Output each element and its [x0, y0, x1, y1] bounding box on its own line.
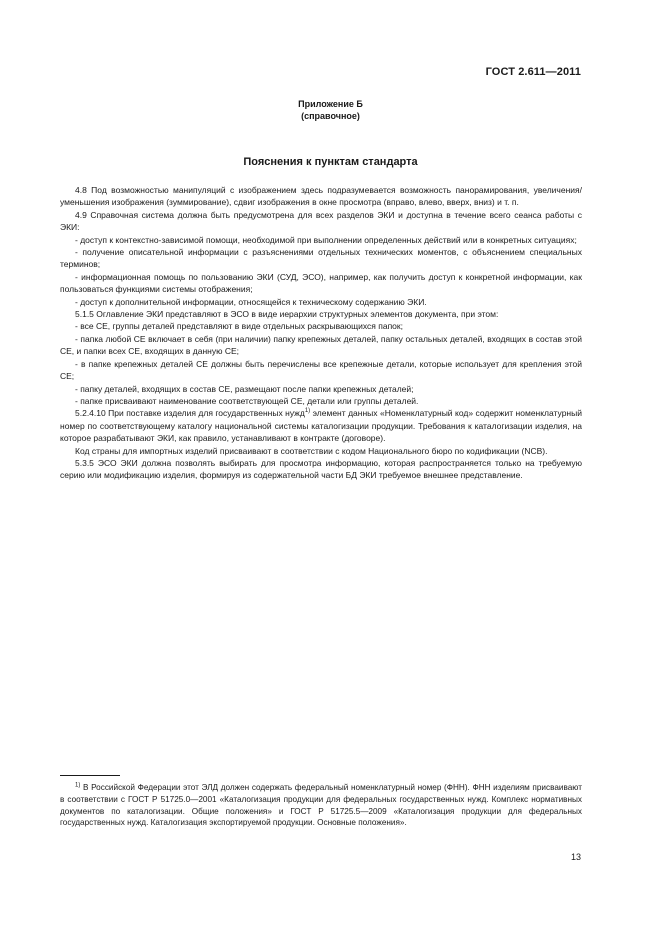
footnote-marker: 1)	[75, 782, 81, 789]
appendix-title: Приложение Б	[298, 99, 363, 109]
footnote-reference[interactable]: 1)	[304, 408, 311, 415]
footnote-text-block	[60, 782, 582, 829]
paragraph-4-9: 4.9 Справочная система должна быть предусмотрена для всех разделов ЭКИ и доступна в течение всего сеанса работы с ЭКИ:	[60, 209, 582, 233]
footnote	[60, 782, 582, 829]
list-item: - папку деталей, входящих в состав СЕ, размещают после папки крепежных деталей;	[75, 383, 414, 394]
list-item: - все СЕ, группы деталей представляют в виде отдельных раскрывающихся папок;	[75, 321, 403, 332]
list-item: - информационная помощь по пользованию ЭКИ (СУД, ЭСО), например, как получить доступ к конкретной информации, как пользоваться функциями системы отображения;	[60, 271, 582, 295]
appendix-subtitle: (справочное)	[301, 111, 360, 121]
appendix-heading	[0, 98, 661, 122]
paragraph-4-8: 4.8 Под возможностью манипуляций с изображением здесь подразумевается возможность панорамирования, увеличения/уменьшения изображения (зуммирование), сдвиг изображения в окне просмотра (вправо, влево, вверх, вниз) и т. п.	[60, 185, 582, 208]
page-number: 13	[570, 852, 581, 862]
paragraph-5-3-5: 5.3.5 ЭСО ЭКИ должна позволять выбирать для просмотра информацию, которая распространяется только на требуемую серию или модификацию изделия, формируя из содержательной части БД ЭКИ требуемое внешнее представление.	[60, 457, 582, 481]
list-item: - папка любой СЕ включает в себя (при наличии) папку крепежных деталей, папку остальных деталей, входящих в состав этой СЕ, и папки всех СЕ, входящих в данную СЕ;	[60, 333, 582, 357]
paragraph-5-2-4-10	[60, 407, 582, 444]
paragraph-5-2-4-10-rest: элемент данных «Номенклатурный код» содержит номенклатурный номер по соответствующему каталогу национальной системы каталогизации продукции. Требования к каталогизации изделия, на которое разрабатывают ЭКИ, как правило, устанавливают в контракте (договоре).	[60, 408, 582, 444]
footnote-divider	[60, 775, 120, 776]
section-title: Пояснения к пунктам стандарта	[243, 156, 418, 168]
list-item: - в папке крепежных деталей СЕ должны быть перечислены все крепежные детали, которые использует для крепления этой СЕ;	[60, 358, 582, 382]
body-text	[60, 184, 582, 482]
list-item: - доступ к дополнительной информации, относящейся к техническому содержанию ЭКИ.	[75, 296, 427, 307]
list-item: - папке присваивают наименование соответствующей СЕ, детали или группы деталей.	[75, 395, 419, 406]
paragraph-country-code: Код страны для импортных изделий присваивают в соответствии с кодом Национального бюро по кодификации (NCB).	[75, 445, 548, 456]
paragraph-5-1-5: 5.1.5 Оглавление ЭКИ представляют в ЭСО в виде иерархии структурных элементов документа, при этом:	[75, 309, 499, 320]
footnote-text: В Российской Федерации этот ЭЛД должен содержать федеральный номенклатурный номер (ФНН). ФНН изделиям присваивают в соответствии с ГОСТ Р 51725.0—2001 «Каталогизация продукции для федеральных государственных нужд. Комплекс нормативных документов по каталогизации. Общие положения» и ГОСТ Р 51725.5—2009 «Каталогизация продукции для федеральных государственных нужд. Каталогизация экспортируемой продукции. Основные положения».	[60, 783, 582, 828]
list-item: - получение описательной информации с разъяснениями отдельных технических моментов, с объяснением специальных терминов;	[60, 247, 582, 270]
list-item: - доступ к контекстно-зависимой помощи, необходимой при выполнении определенных действий или в конкретных ситуациях;	[75, 234, 577, 245]
paragraph-5-2-4-10-lead: 5.2.4.10 При поставке изделия для государственных нужд	[75, 408, 305, 419]
document-code: ГОСТ 2.611—2011	[485, 66, 581, 78]
